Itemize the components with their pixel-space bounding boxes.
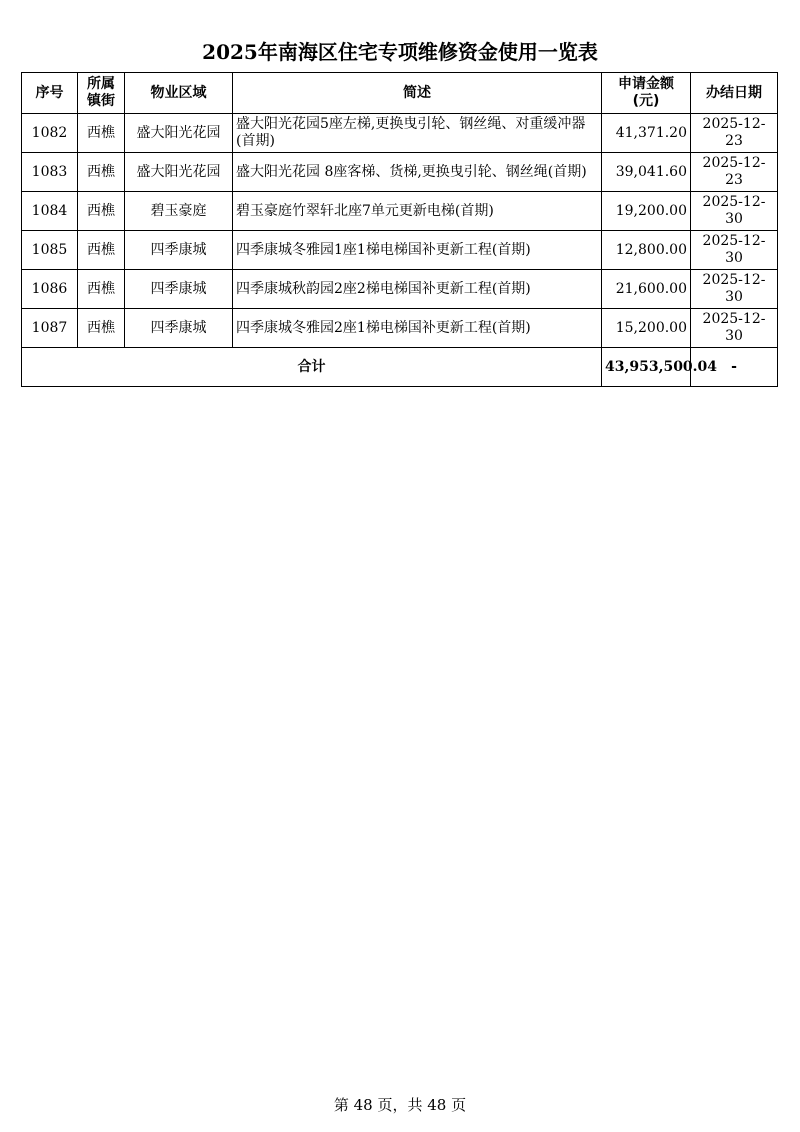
cell-date: 2025-12-30: [691, 309, 778, 348]
cell-desc: 碧玉豪庭竹翠轩北座7单元更新电梯(首期): [233, 192, 602, 231]
header-amount: 申请金额(元): [602, 73, 691, 114]
cell-amount: 41,371.20: [602, 114, 691, 153]
header-desc: 简述: [233, 73, 602, 114]
table-row: [22, 192, 778, 231]
total-date: -: [691, 348, 778, 387]
cell-town: 西樵: [78, 114, 125, 153]
table-row: [22, 309, 778, 348]
table-row: [22, 153, 778, 192]
cell-area: 碧玉豪庭: [125, 192, 233, 231]
cell-desc: 四季康城冬雅园1座1梯电梯国补更新工程(首期): [233, 231, 602, 270]
cell-date: 2025-12-30: [691, 231, 778, 270]
cell-town: 西樵: [78, 270, 125, 309]
cell-seq: 1083: [22, 153, 78, 192]
header-date: 办结日期: [691, 73, 778, 114]
cell-town: 西樵: [78, 153, 125, 192]
header-area: 物业区域: [125, 73, 233, 114]
total-amount: 43,953,500.04: [602, 348, 691, 387]
cell-desc: 盛大阳光花园 8座客梯、货梯,更换曳引轮、钢丝绳(首期): [233, 153, 602, 192]
cell-area: 四季康城: [125, 309, 233, 348]
cell-amount: 19,200.00: [602, 192, 691, 231]
cell-amount: 21,600.00: [602, 270, 691, 309]
header-seq: 序号: [22, 73, 78, 114]
page-footer: 第 48 页，共 48 页: [333, 1096, 467, 1114]
cell-area: 四季康城: [125, 270, 233, 309]
cell-seq: 1086: [22, 270, 78, 309]
maintenance-fund-table: [21, 72, 778, 387]
table-row: [22, 270, 778, 309]
total-label: 合计: [22, 348, 602, 387]
cell-desc: 盛大阳光花园5座左梯,更换曳引轮、钢丝绳、对重缓冲器(首期): [233, 114, 602, 153]
total-row: [22, 348, 778, 387]
page-title: 2025年南海区住宅专项维修资金使用一览表: [202, 40, 598, 64]
cell-seq: 1082: [22, 114, 78, 153]
cell-amount: 12,800.00: [602, 231, 691, 270]
cell-desc: 四季康城冬雅园2座1梯电梯国补更新工程(首期): [233, 309, 602, 348]
cell-date: 2025-12-30: [691, 270, 778, 309]
cell-seq: 1087: [22, 309, 78, 348]
cell-date: 2025-12-30: [691, 192, 778, 231]
cell-amount: 15,200.00: [602, 309, 691, 348]
cell-town: 西樵: [78, 192, 125, 231]
table-row: [22, 114, 778, 153]
cell-seq: 1085: [22, 231, 78, 270]
cell-area: 盛大阳光花园: [125, 153, 233, 192]
table-header-row: [22, 73, 778, 114]
cell-amount: 39,041.60: [602, 153, 691, 192]
cell-date: 2025-12-23: [691, 153, 778, 192]
cell-town: 西樵: [78, 309, 125, 348]
cell-town: 西樵: [78, 231, 125, 270]
cell-desc: 四季康城秋韵园2座2梯电梯国补更新工程(首期): [233, 270, 602, 309]
cell-seq: 1084: [22, 192, 78, 231]
table-row: [22, 231, 778, 270]
header-town: 所属镇街: [78, 73, 125, 114]
cell-area: 盛大阳光花园: [125, 114, 233, 153]
cell-date: 2025-12-23: [691, 114, 778, 153]
cell-area: 四季康城: [125, 231, 233, 270]
